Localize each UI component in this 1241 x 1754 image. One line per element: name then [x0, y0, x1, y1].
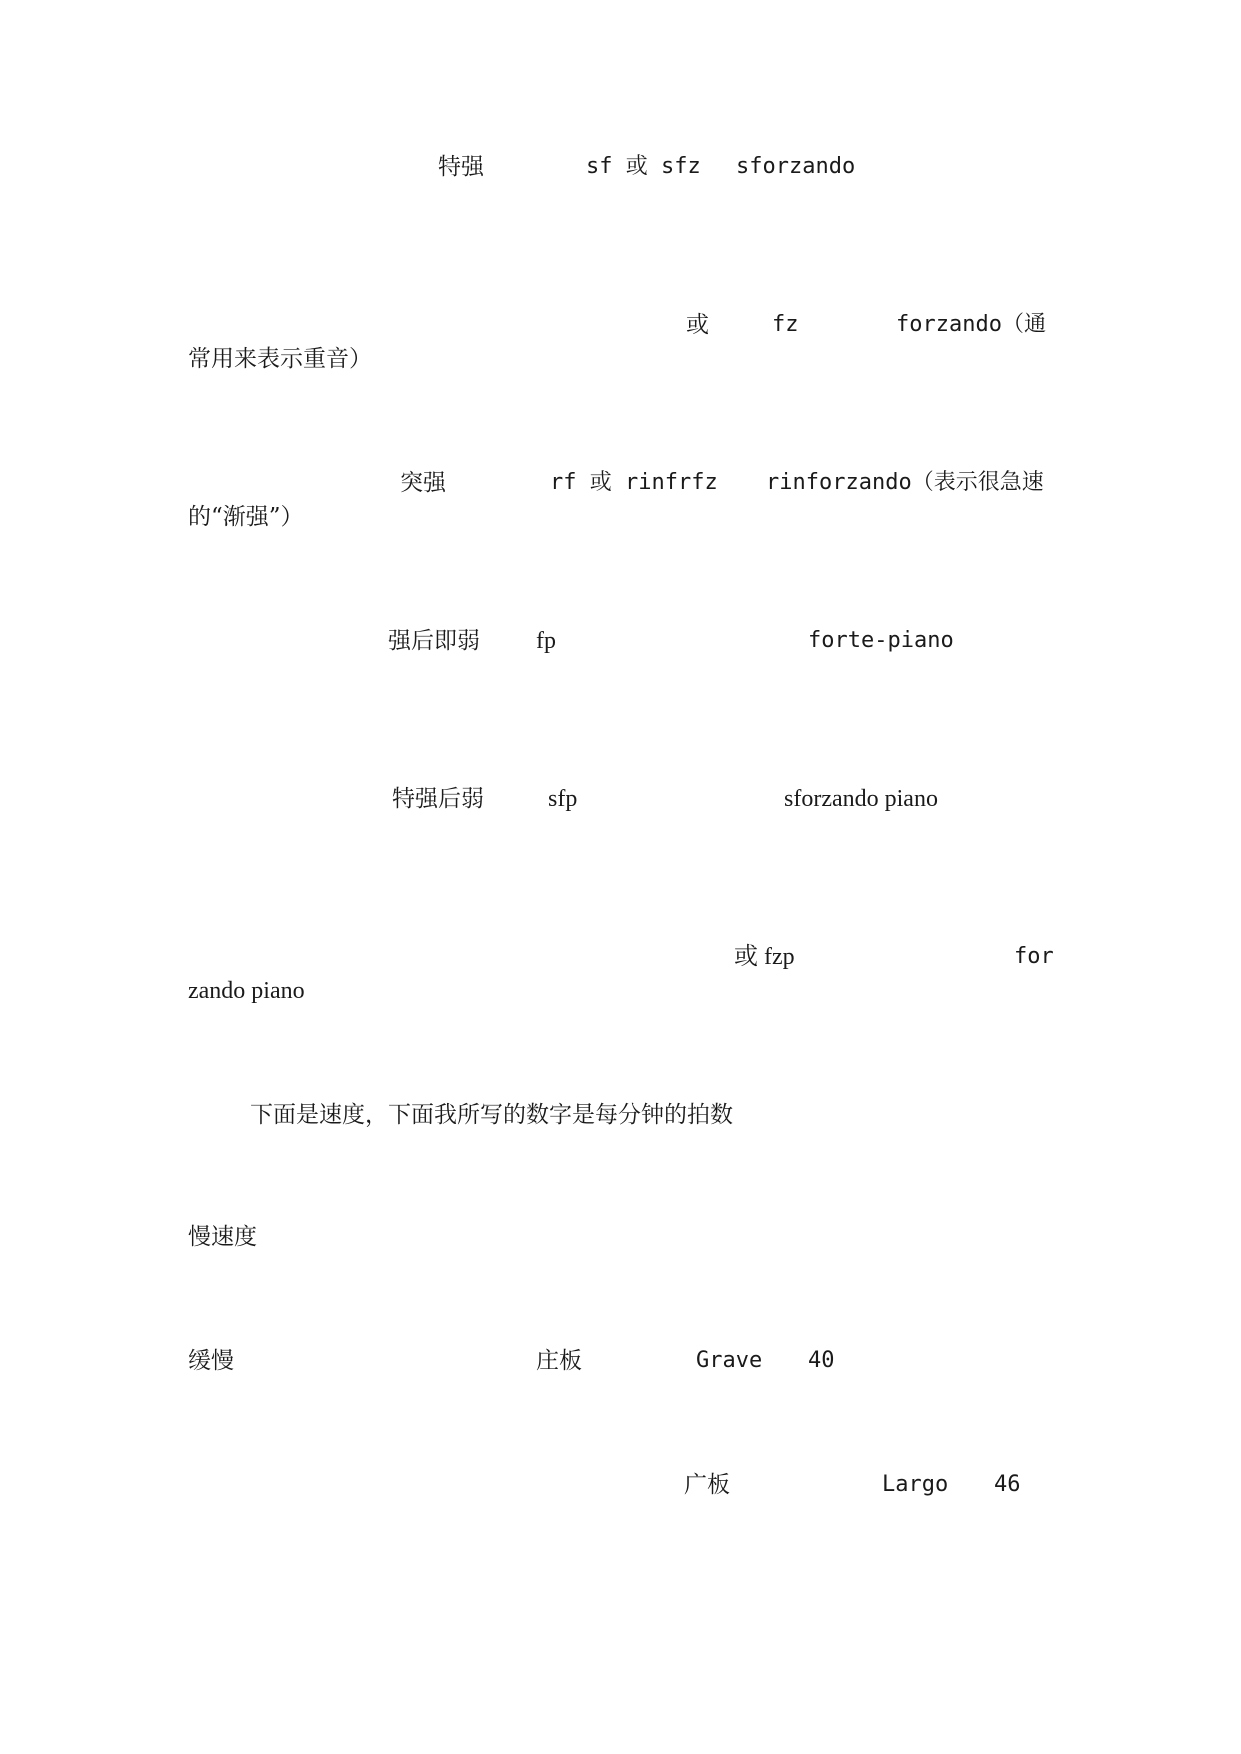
- term-note: 常用来表示重音）: [188, 346, 372, 372]
- term-abbr: rf 或 rinfrfz: [550, 470, 718, 495]
- term-italian: rinforzando（表示很急速: [766, 470, 1044, 495]
- term-abbr: fz: [772, 312, 799, 337]
- paragraph-intro: 下面是速度，下面我所写的数字是每分钟的拍数: [250, 1102, 733, 1128]
- term-cn: 特强: [438, 154, 484, 180]
- term-note: zando piano: [188, 978, 305, 1004]
- term-italian: sforzando piano: [784, 786, 938, 812]
- tempo-term: Grave: [696, 1348, 763, 1373]
- term-italian: for: [1014, 944, 1054, 969]
- term-italian: forzando（通: [896, 312, 1046, 337]
- term-note: 的“渐强”）: [188, 504, 304, 530]
- term-abbr: fp: [536, 628, 556, 654]
- tempo-bpm: 46: [994, 1472, 1021, 1497]
- term-abbr: sfp: [548, 786, 578, 812]
- term-cn: 强后即弱: [388, 628, 480, 654]
- term-italian: sforzando: [736, 154, 856, 179]
- section-heading: 慢速度: [188, 1224, 257, 1250]
- term-italian: forte-piano: [808, 628, 954, 653]
- tempo-cn: 庄板: [536, 1348, 582, 1374]
- tempo-category: 缓慢: [188, 1348, 234, 1374]
- tempo-term: Largo: [882, 1472, 949, 1497]
- tempo-bpm: 40: [808, 1348, 835, 1373]
- term-cn: 突强: [400, 470, 446, 496]
- term-cn: 特强后弱: [392, 786, 484, 812]
- term-alt: 或 fzp: [734, 944, 795, 970]
- term-abbr: sf 或 sfz: [586, 154, 701, 179]
- term-alt: 或: [686, 312, 709, 338]
- tempo-cn: 广板: [684, 1472, 730, 1498]
